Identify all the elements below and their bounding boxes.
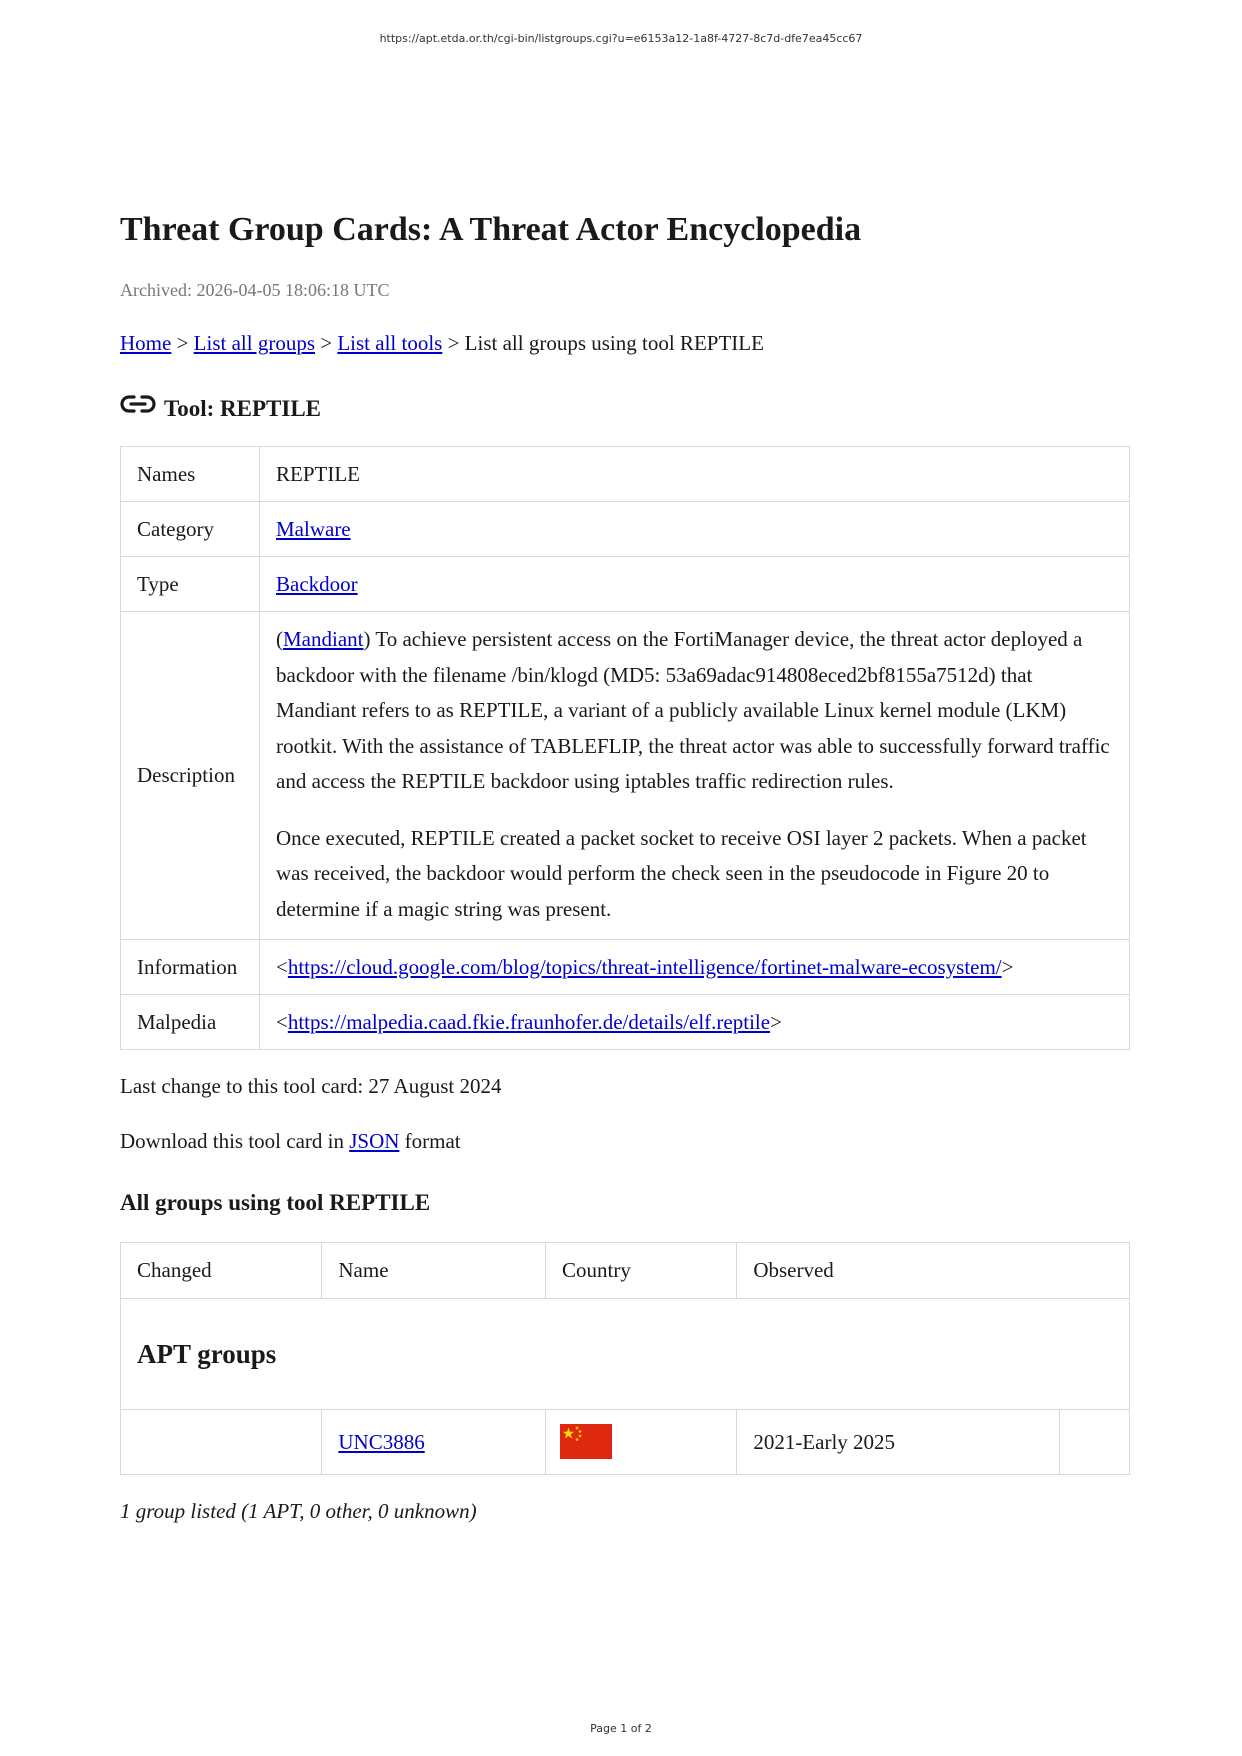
observed-cell: 2021-Early 2025 (737, 1410, 1060, 1475)
download-prefix: Download this tool card in (120, 1129, 350, 1153)
breadcrumb-separator: > (315, 331, 338, 355)
column-header-country: Country (546, 1243, 737, 1299)
table-row (121, 502, 1130, 557)
page-url-header: https://apt.etda.or.th/cgi-bin/listgroups.cgi?u=e6153a12-1a8f-4727-8c7d-dfe7ea45cc67 (379, 32, 863, 45)
column-header-name: Name (322, 1243, 546, 1299)
names-value: REPTILE (260, 447, 1130, 502)
groups-heading: All groups using tool REPTILE (120, 1190, 431, 1215)
page-title: Threat Group Cards: A Threat Actor Encyclopedia (120, 211, 862, 248)
angle-bracket: > (1001, 954, 1014, 979)
tool-details-table (120, 446, 1130, 1050)
table-row (121, 940, 1130, 995)
names-label: Names (121, 447, 260, 502)
download-line (120, 1129, 1130, 1154)
breadcrumb-current: > List all groups using tool REPTILE (442, 331, 764, 355)
description-label: Description (121, 612, 260, 940)
download-suffix: format (399, 1129, 461, 1153)
table-row (121, 447, 1130, 502)
column-header-observed: Observed (737, 1243, 1130, 1299)
changed-cell (121, 1410, 322, 1475)
column-header-changed: Changed (121, 1243, 322, 1299)
breadcrumb-tools-link[interactable]: List all tools (337, 331, 443, 355)
table-header-row (121, 1243, 1130, 1299)
link-icon[interactable] (120, 392, 156, 416)
apt-groups-section-title: APT groups (121, 1299, 1130, 1410)
table-row (121, 995, 1130, 1050)
tool-heading-text: Tool: REPTILE (164, 396, 322, 421)
china-flag-icon (560, 1424, 612, 1459)
table-row (121, 557, 1130, 612)
tool-heading (120, 396, 1130, 422)
mandiant-source-link[interactable]: Mandiant (283, 627, 364, 651)
name-cell (322, 1410, 546, 1475)
angle-bracket: < (276, 954, 288, 979)
information-label: Information (121, 940, 260, 995)
malpedia-link[interactable]: https://malpedia.caad.fkie.fraunhofer.de/details/elf.reptile (287, 1009, 771, 1034)
category-label: Category (121, 502, 260, 557)
country-cell (546, 1410, 737, 1475)
last-change-text: Last change to this tool card: 27 August 2024 (120, 1074, 502, 1098)
malpedia-label: Malpedia (121, 995, 260, 1050)
breadcrumb-home-link[interactable]: Home (120, 331, 172, 355)
breadcrumb-groups-link[interactable]: List all groups (193, 331, 315, 355)
section-row (121, 1299, 1130, 1410)
group-link-unc3886[interactable]: UNC3886 (338, 1429, 425, 1454)
type-label: Type (121, 557, 260, 612)
information-link[interactable]: https://cloud.google.com/blog/topics/threat-intelligence/fortinet-malware-ecosystem/ (287, 954, 1002, 979)
angle-bracket: > (770, 1009, 782, 1034)
description-paragraph: Once executed, REPTILE created a packet socket to receive OSI layer 2 packets. When a packet was received, the backdoor would perform the check seen in the pseudocode in Figure 20 to determine if a magic string was present. (276, 825, 1087, 921)
description-cell (260, 612, 1130, 940)
description-paren: ( (276, 627, 283, 651)
description-text: ) To achieve persistent access on the FortiManager device, the threat actor deployed a backdoor with the filename /bin/klogd (MD5: 53a69adac914808eced2bf8155a7512d) that Mandiant refers to as REPTILE, a variant of a publicly available Linux kernel module (LKM) rootkit. With the assistance of TABLEFLIP, the threat actor was able to successfully forward traffic and access the REPTILE backdoor using iptables traffic redirection rules. (276, 627, 1110, 793)
groups-summary: 1 group listed (1 APT, 0 other, 0 unknown) (120, 1499, 477, 1523)
groups-table (120, 1242, 1130, 1475)
empty-cell (1060, 1410, 1130, 1475)
information-cell (260, 940, 1130, 995)
json-download-link[interactable]: JSON (349, 1129, 400, 1153)
breadcrumb (120, 331, 1130, 356)
type-cell (260, 557, 1130, 612)
page-number-footer: Page 1 of 2 (590, 1722, 652, 1735)
archived-timestamp: Archived: 2026-04-05 18:06:18 UTC (120, 280, 390, 300)
type-link[interactable]: Backdoor (276, 571, 358, 596)
table-row (121, 612, 1130, 940)
main-content (120, 210, 1130, 1524)
breadcrumb-separator: > (171, 331, 194, 355)
angle-bracket: < (276, 1009, 288, 1034)
category-cell (260, 502, 1130, 557)
description-paragraph (276, 622, 1113, 800)
category-link[interactable]: Malware (276, 516, 351, 541)
table-row (121, 1410, 1130, 1475)
malpedia-cell (260, 995, 1130, 1050)
